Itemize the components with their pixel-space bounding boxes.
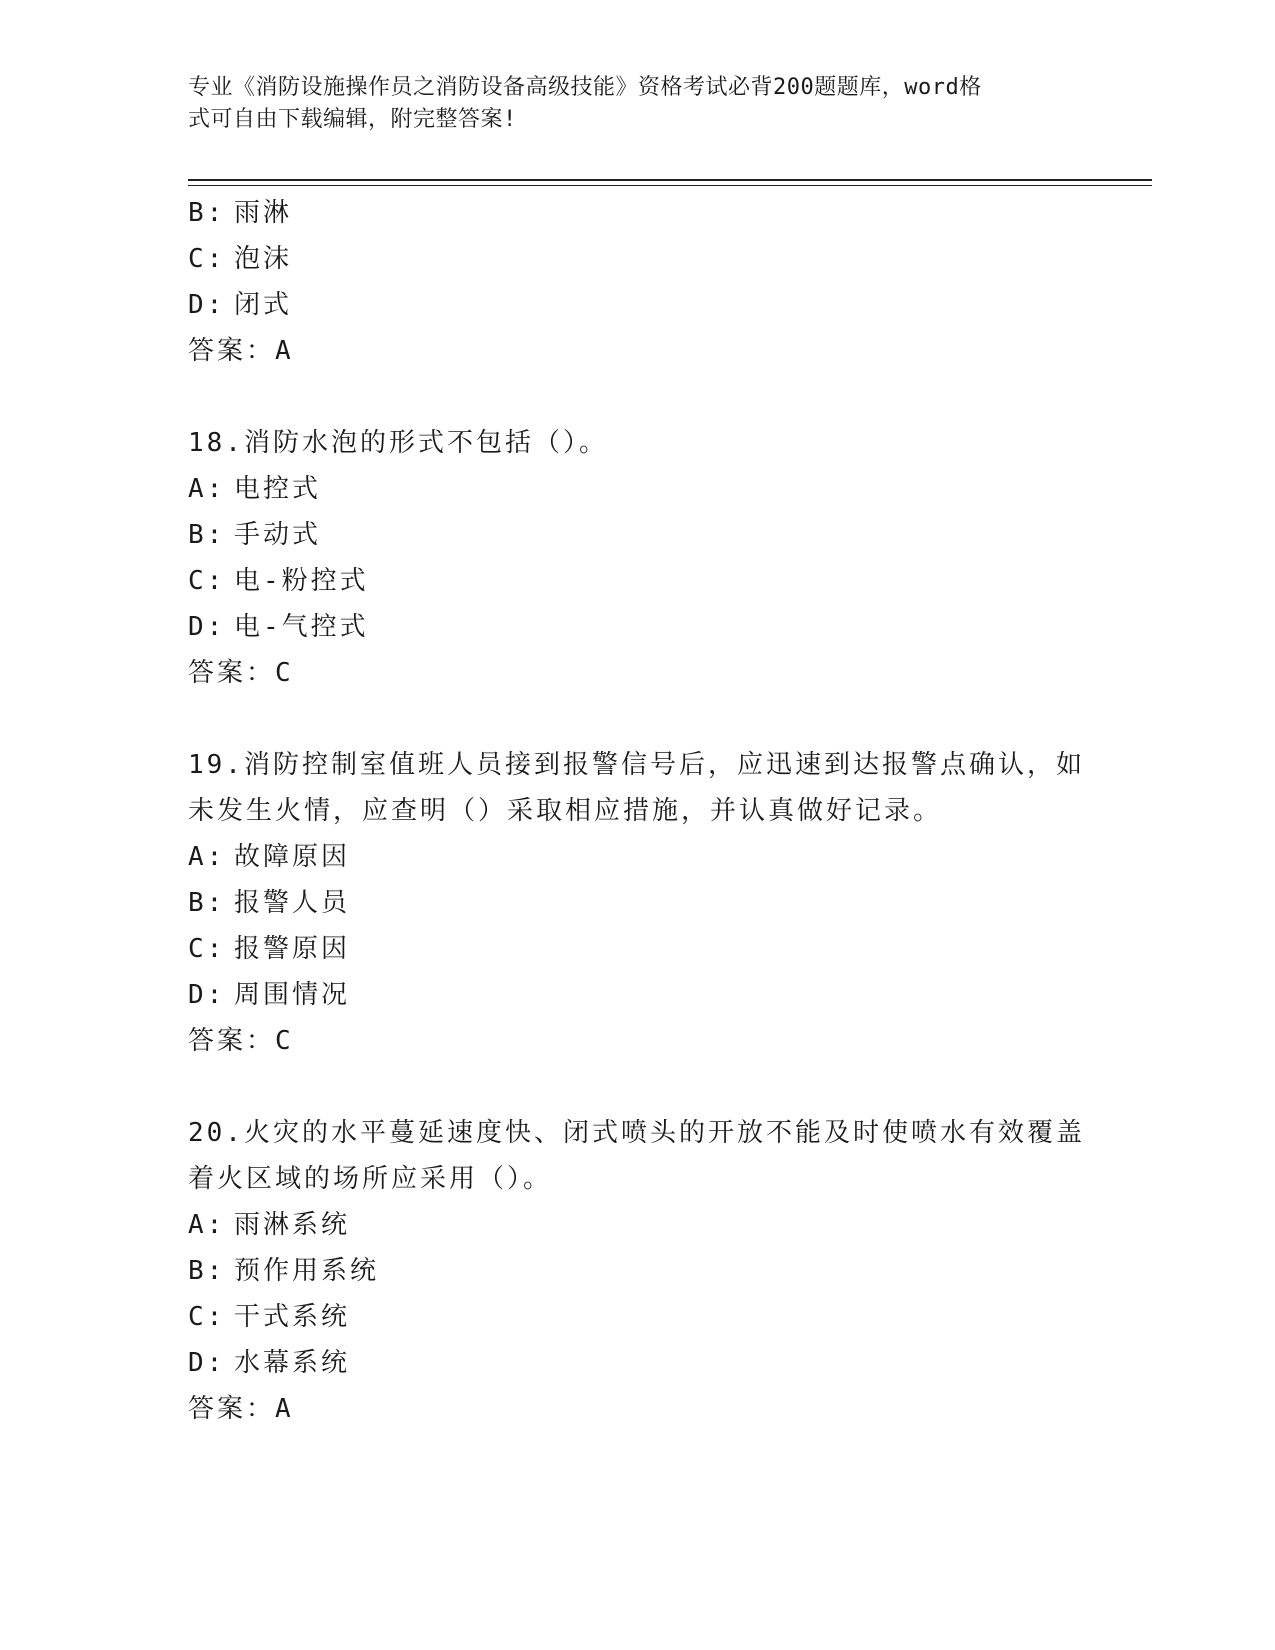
answer: 答案：C [188,1026,294,1056]
header-line-2: 式可自由下载编辑，附完整答案! [188,107,517,132]
option-a: A: 故障原因 [188,842,351,872]
option-b: B: 手动式 [188,520,322,550]
question-text: 18.消防水泡的形式不包括（）。 [188,428,608,458]
question-18 [188,420,1088,696]
option-c: C: 电-粉控式 [188,566,369,596]
answer: 答案：A [188,1394,294,1424]
question-partial [188,190,1088,374]
option-c: C: 报警原因 [188,934,351,964]
content [188,190,1088,1432]
answer: 答案：C [188,658,294,688]
option-b: B: 雨淋 [188,198,293,228]
option-d: D: 闭式 [188,290,293,320]
spacer [188,374,1088,420]
option-d: D: 水幕系统 [188,1348,351,1378]
option-b: B: 报警人员 [188,888,351,918]
answer: 答案：A [188,336,294,366]
question-text: 19.消防控制室值班人员接到报警信号后，应迅速到达报警点确认，如未发生火情，应查明（）采取相应措施，并认真做好记录。 [188,750,1085,826]
header-rule-thick [188,179,1152,181]
spacer [188,1064,1088,1110]
header-rule-thin [188,185,1152,186]
option-d: D: 周围情况 [188,980,351,1010]
option-a: A: 雨淋系统 [188,1210,351,1240]
spacer [188,696,1088,742]
question-text: 20.火灾的水平蔓延速度快、闭式喷头的开放不能及时使喷水有效覆盖着火区域的场所应采用（）。 [188,1118,1085,1194]
question-19 [188,742,1088,1064]
option-c: C: 泡沫 [188,244,293,274]
option-a: A: 电控式 [188,474,322,504]
question-20 [188,1110,1088,1432]
page-header [188,72,1068,136]
option-d: D: 电-气控式 [188,612,369,642]
option-c: C: 干式系统 [188,1302,351,1332]
option-b: B: 预作用系统 [188,1256,380,1286]
header-line-1: 专业《消防设施操作员之消防设备高级技能》资格考试必背200题题库，word格 [188,75,982,100]
